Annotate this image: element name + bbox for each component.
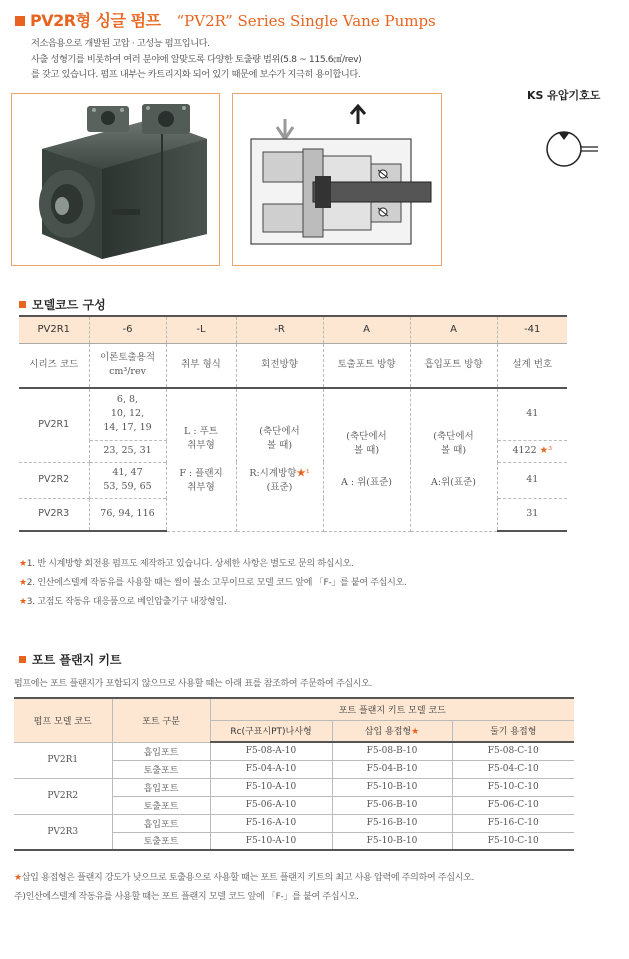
- header-cell: Rc(구표시PT)나사형: [210, 720, 332, 742]
- section-bullet: [19, 301, 26, 308]
- design-cell: [497, 440, 567, 462]
- note-marker: ★¹: [296, 467, 310, 479]
- model-note: [19, 594, 226, 607]
- flange-kit-heading: [19, 651, 122, 668]
- mounting-cell: [166, 388, 236, 531]
- ks-symbol-label: KS 유압기호도: [527, 89, 601, 102]
- rotation-std: (표준): [266, 481, 293, 493]
- title-english: “PV2R” Series Single Vane Pumps: [176, 12, 436, 30]
- flange-intro: 펌프에는 포트 플랜지가 포함되지 않으므로 사용할 때는 아래 표를 참조하여 주문하여 주십시오.: [14, 679, 373, 689]
- suction-value: A:위(표준): [430, 476, 476, 488]
- header-cell: 포트 플랜지 키트 모델 코드: [210, 698, 574, 720]
- series-cell: PV2R1: [19, 388, 89, 462]
- table-row: [14, 778, 574, 796]
- code-cell: F5-06-B-10: [332, 796, 452, 814]
- displacement-cell: 6, 8, 10, 12, 14, 17, 19: [89, 388, 166, 440]
- code-cell: F5-10-B-10: [332, 832, 452, 850]
- model-note: [19, 575, 406, 588]
- rotation-cell: [236, 388, 323, 531]
- note-star: ★: [19, 597, 27, 607]
- rotation-value: [239, 467, 321, 481]
- port-cell: 흡입포트: [112, 742, 210, 760]
- header-cell: 포트 구분: [112, 698, 210, 742]
- section-title: 포트 플랜지 키트: [32, 653, 122, 667]
- subheader-cell: 흡입포트 방향: [410, 343, 497, 388]
- code-cell: F5-10-C-10: [452, 832, 574, 850]
- table-header-row: [14, 698, 574, 720]
- header-cell: A: [410, 316, 497, 343]
- port-cell: 토출포트: [112, 760, 210, 778]
- port-cell: 흡입포트: [112, 778, 210, 796]
- flange-note: 주)인산에스텔계 작동유를 사용할 때는 포트 플랜지 모델 코드 앞에 「F-」를 붙여 주십시오.: [14, 892, 359, 902]
- title-bullet: [15, 16, 25, 26]
- table-row: [14, 814, 574, 832]
- displacement-cell: 76, 94, 116: [89, 498, 166, 531]
- header-cell: -41: [497, 316, 567, 343]
- discharge-value: A : 위(표준): [340, 476, 393, 488]
- code-cell: F5-08-C-10: [452, 742, 574, 760]
- displacement-cell: 23, 25, 31: [89, 440, 166, 462]
- mounting-flange: F : 플랜지 취부형: [179, 467, 223, 493]
- suction-note: (축단에서 볼 때): [433, 430, 474, 456]
- code-cell: F5-08-A-10: [210, 742, 332, 760]
- port-cell: 토출포트: [112, 796, 210, 814]
- series-cell: PV2R3: [19, 498, 89, 531]
- design-value: 4122: [512, 445, 537, 456]
- code-cell: F5-16-B-10: [332, 814, 452, 832]
- model-code-table: [19, 315, 567, 532]
- header-cell: 펌프 모델 코드: [14, 698, 112, 742]
- code-cell: F5-06-A-10: [210, 796, 332, 814]
- header-cell: [332, 720, 452, 742]
- header-cell: -L: [166, 316, 236, 343]
- model-cell: PV2R3: [14, 814, 112, 850]
- note-star: ★: [14, 873, 22, 883]
- discharge-note: (축단에서 볼 때): [346, 430, 387, 456]
- hydraulic-pump-symbol: [540, 126, 602, 172]
- subheader-cell: 취부 형식: [166, 343, 236, 388]
- model-note: [19, 556, 353, 569]
- note-star: ★: [19, 559, 27, 569]
- section-bullet: [19, 656, 26, 663]
- code-cell: F5-10-C-10: [452, 778, 574, 796]
- model-cell: PV2R1: [14, 742, 112, 778]
- rotation-note: (축단에서 볼 때): [259, 425, 300, 451]
- section-title: 모델코드 구성: [32, 298, 106, 312]
- subheader-cell: 이론토출용적 cm³/rev: [89, 343, 166, 388]
- pump-photo: [11, 93, 220, 266]
- design-cell: 41: [497, 462, 567, 498]
- suction-cell: [410, 388, 497, 531]
- mounting-foot: L : 푸트 취부형: [184, 425, 218, 451]
- code-cell: F5-04-A-10: [210, 760, 332, 778]
- code-cell: F5-10-A-10: [210, 778, 332, 796]
- note-marker: ★³: [536, 445, 553, 456]
- table-row: [19, 388, 567, 440]
- note-marker: ★: [411, 727, 420, 738]
- intro-line: 사출 성형기를 비롯하여 여러 분야에 알맞도록 다양한 토출량 범위(5.8 ~ 115.6㎤/rev): [31, 53, 362, 65]
- flange-note: [14, 870, 474, 883]
- port-cell: 토출포트: [112, 832, 210, 850]
- code-cell: F5-10-A-10: [210, 832, 332, 850]
- model-code-heading: [19, 296, 106, 313]
- header-cell: -R: [236, 316, 323, 343]
- page-title: [15, 8, 436, 31]
- title-korean: PV2R형 싱글 펌프: [30, 11, 161, 30]
- note-text: 1. 반 시계방향 회전용 펌프도 제작하고 있습니다. 상세한 사항은 별도로 문의 하십시오.: [26, 559, 354, 569]
- note-text: 2. 인산에스텔계 작동유를 사용할 때는 씰이 불소 고무이므로 모델 코드 앞에 「F-」를 붙여 주십시오.: [26, 578, 407, 588]
- note-star: ★: [19, 578, 27, 588]
- rotation-value-text: R:시계방향: [249, 467, 297, 479]
- note-text: 삽입 용접형은 플랜지 강도가 낮으므로 토출용으로 사용할 때는 포트 플랜지 키트의 최고 사용 압력에 주의하여 주십시오.: [21, 873, 475, 883]
- header-cell: 둘기 용접형: [452, 720, 574, 742]
- header-cell: -6: [89, 316, 166, 343]
- header-text: 삽입 용접형: [364, 727, 412, 738]
- intro-line: 저소음용으로 개발된 고압 · 고성능 펌프입니다.: [31, 38, 210, 49]
- table-row: [14, 742, 574, 760]
- subheader-cell: 시리즈 코드: [19, 343, 89, 388]
- code-cell: F5-16-A-10: [210, 814, 332, 832]
- subheader-cell: 회전방향: [236, 343, 323, 388]
- model-cell: PV2R2: [14, 778, 112, 814]
- header-cell: A: [323, 316, 410, 343]
- intro-text: [31, 36, 471, 83]
- subheader-cell: 설계 번호: [497, 343, 567, 388]
- code-cell: F5-08-B-10: [332, 742, 452, 760]
- flange-kit-table: [14, 697, 574, 851]
- discharge-cell: [323, 388, 410, 531]
- section-diagram: [232, 93, 442, 266]
- design-cell: 31: [497, 498, 567, 531]
- code-cell: F5-04-B-10: [332, 760, 452, 778]
- intro-line: 를 갖고 있습니다. 펌프 내부는 카트리지화 되어 있기 때문에 보수가 지극히 용이합니다.: [31, 69, 361, 80]
- subheader-cell: 토출포트 방향: [323, 343, 410, 388]
- code-cell: F5-10-B-10: [332, 778, 452, 796]
- code-cell: F5-04-C-10: [452, 760, 574, 778]
- port-cell: 흡입포트: [112, 814, 210, 832]
- code-cell: F5-06-C-10: [452, 796, 574, 814]
- table-subheader-row: [19, 343, 567, 388]
- note-text: 3. 고점도 작동유 대응품으로 베인압출기구 내장형임.: [26, 597, 227, 607]
- design-cell: 41: [497, 388, 567, 440]
- table-header-row: [19, 316, 567, 343]
- code-cell: F5-16-C-10: [452, 814, 574, 832]
- displacement-cell: 41, 47 53, 59, 65: [89, 462, 166, 498]
- header-cell: PV2R1: [19, 316, 89, 343]
- series-cell: PV2R2: [19, 462, 89, 498]
